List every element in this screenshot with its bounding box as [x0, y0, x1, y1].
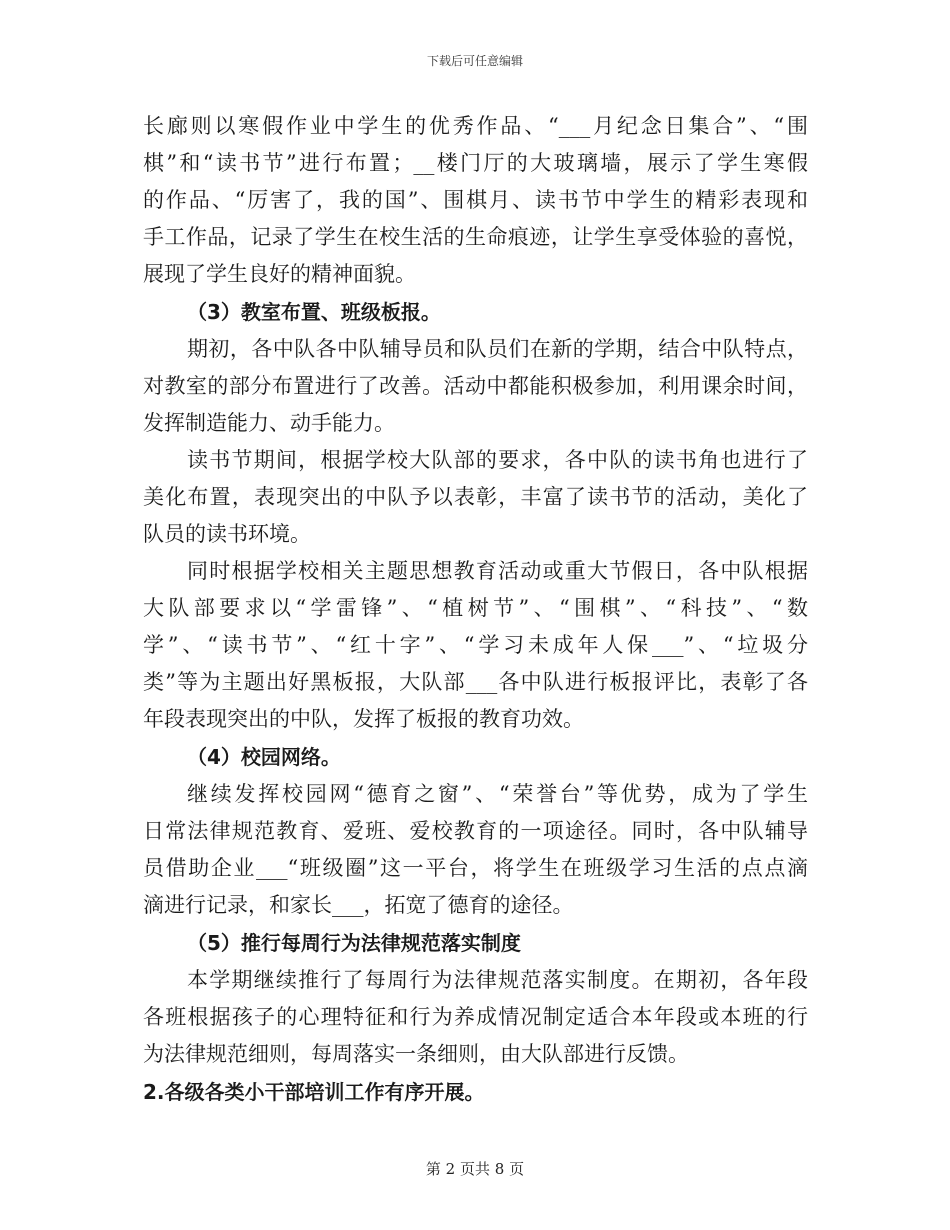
paragraph: [143, 553, 808, 738]
text-line: 类”等为主题出好黑板报，大队部___各中队进行板报评比，表彰了各: [143, 670, 808, 694]
section-heading: （3）教室布置、班级板报。: [187, 300, 441, 324]
text-line: 展现了学生良好的精神面貌。: [143, 262, 416, 286]
paragraph: [143, 962, 808, 1073]
text-line: 继续发挥校园网“德育之窗”、“荣誉台”等优势，成为了学生: [187, 782, 808, 806]
text-line: 为法律规范细则，每周落实一条细则，由大队部进行反馈。: [143, 1042, 689, 1066]
text-line: 本学期继续推行了每周行为法律规范落实制度。在期初，各年段: [187, 968, 808, 992]
text-line: 年段表现突出的中队，发挥了板报的教育功效。: [143, 707, 584, 731]
text-line: 长廊则以寒假作业中学生的优秀作品、“___月纪念日集合”、“围: [143, 114, 808, 138]
page-number-footer: 第 2 页共 8 页: [425, 1160, 525, 1178]
document-body: [143, 108, 808, 1111]
text-line: 队员的读书环境。: [143, 522, 311, 546]
text-line: 对教室的部分布置进行了改善。活动中都能积极参加，利用课余时间，: [143, 374, 808, 398]
text-line: 发挥制造能力、动手能力。: [143, 411, 395, 435]
text-line: 的作品、“厉害了，我的国”、围棋月、读书节中学生的精彩表现和: [143, 188, 808, 212]
paragraph: [143, 331, 808, 442]
text-line: 棋”和“读书节”进行布置；__楼门厅的大玻璃墙，展示了学生寒假: [143, 151, 808, 175]
text-line: 同时根据学校相关主题思想教育活动或重大节假日，各中队根据: [187, 559, 808, 583]
text-line: 各班根据孩子的心理特征和行为养成情况制定适合本年段或本班的行: [143, 1005, 808, 1029]
text-line: 大队部要求以“学雷锋”、“植树节”、“围棋”、“科技”、“数: [143, 596, 808, 620]
section-heading: （4）校园网络。: [187, 745, 341, 769]
text-line: 员借助企业___“班级圈”这一平台，将学生在班级学习生活的点点滴: [143, 856, 808, 880]
page-header-note: 下载后可任意编辑: [426, 54, 523, 68]
text-line: 日常法律规范教育、爱班、爱校教育的一项途径。同时，各中队辅导: [143, 819, 808, 843]
paragraph: [143, 108, 808, 293]
paragraph: [143, 442, 808, 553]
text-line: 美化布置，表现突出的中队予以表彰，丰富了读书节的活动，美化了: [143, 485, 808, 509]
text-line: 手工作品，记录了学生在校生活的生命痕迹，让学生享受体验的喜悦，: [143, 225, 808, 249]
section-heading: 2.各级各类小干部培训工作有序开展。: [143, 1080, 485, 1104]
section-heading: （5）推行每周行为法律规范落实制度: [187, 931, 521, 955]
paragraph: [143, 776, 808, 924]
text-line: 学”、“读书节”、“红十字”、“学习未成年人保___”、“垃圾分: [143, 633, 808, 657]
text-line: 期初，各中队各中队辅导员和队员们在新的学期，结合中队特点，: [187, 337, 808, 361]
text-line: 读书节期间，根据学校大队部的要求，各中队的读书角也进行了: [187, 448, 808, 472]
text-line: 滴进行记录，和家长___，拓宽了德育的途径。: [143, 893, 574, 917]
